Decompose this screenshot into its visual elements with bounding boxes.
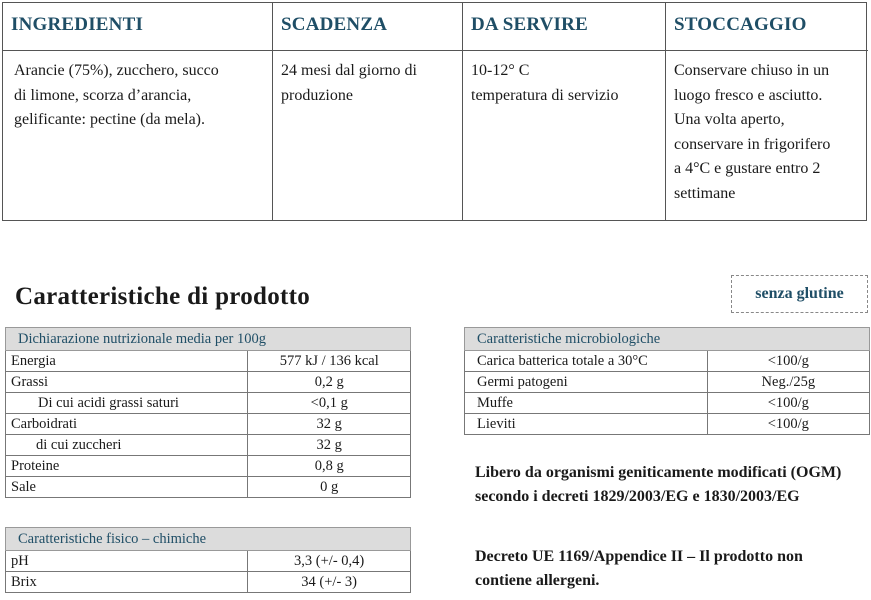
micro-table-title: Caratteristiche microbiologiche [465,328,870,351]
row-value: <100/g [707,414,869,435]
expiry-line: produzione [281,86,353,104]
nutrition-table-title: Dichiarazione nutrizionale media per 100g [6,328,411,351]
micro-table [464,327,870,435]
serving-header: DA SERVIRE [463,3,665,51]
row-value: 0,2 g [248,372,411,393]
storage-line: luogo fresco e asciutto. [674,86,823,104]
row-label: Sale [6,477,248,498]
physchem-table-title: Caratteristiche fisico – chimiche [6,528,411,551]
expiry-column [273,3,463,220]
expiry-text [273,51,462,108]
ingredients-column [3,3,273,220]
storage-line: conservare in frigorifero [674,135,831,153]
serving-text [463,51,665,108]
storage-header: STOCCAGGIO [666,3,868,51]
row-label: Proteine [6,456,248,477]
row-label: Energia [6,351,248,372]
serving-line: 10-12° C [471,62,530,79]
product-info-table [2,2,867,221]
table-row [465,393,870,414]
row-label: Germi patogeni [465,372,708,393]
row-value: 32 g [248,435,411,456]
row-label: Di cui acidi grassi saturi [6,393,248,414]
row-label: Carica batterica totale a 30°C [465,351,708,372]
row-label: Brix [6,572,248,593]
table-row [6,477,411,498]
row-value: 0,8 g [248,456,411,477]
row-label: Muffe [465,393,708,414]
row-label: pH [6,551,248,572]
row-value: 34 (+/- 3) [248,572,411,593]
section-title: Caratteristiche di prodotto [15,283,311,310]
storage-line: a 4°C e gustare entro 2 [674,160,821,177]
row-value: <100/g [707,351,869,372]
table-row [465,414,870,435]
storage-line: Conservare chiuso in un [674,62,830,79]
row-label: Grassi [6,372,248,393]
table-row [6,414,411,435]
allergen-note: Decreto UE 1169/Appendice II – Il prodotto non contiene allergeni. [475,548,803,589]
table-row [6,372,411,393]
storage-line: Una volta aperto, [674,111,785,128]
table-row [6,572,411,593]
row-value: <0,1 g [248,393,411,414]
nutrition-table [5,327,411,498]
ingredients-line: Arancie (75%), zucchero, succo [14,62,219,79]
table-row [6,351,411,372]
gluten-free-badge: senza glutine [731,275,868,313]
row-label: Carboidrati [6,414,248,435]
row-value: Neg./25g [707,372,869,393]
row-value: 32 g [248,414,411,435]
storage-line: settimane [674,184,736,202]
serving-line: temperatura di servizio [471,86,619,104]
row-label: Lieviti [465,414,708,435]
ingredients-line: di limone, scorza d’arancia, [14,86,192,104]
ingredients-text [3,51,272,133]
row-label: di cui zuccheri [6,435,248,456]
table-row [465,372,870,393]
row-value: 0 g [248,477,411,498]
table-row [6,393,411,414]
table-row [6,435,411,456]
expiry-line: 24 mesi dal giorno di [281,62,417,79]
ingredients-line: gelificante: pectine (da mela). [14,111,206,128]
serving-column [463,3,666,220]
table-row [465,351,870,372]
row-value: 577 kJ / 136 kcal [248,351,411,372]
storage-text [666,51,868,206]
row-value: <100/g [707,393,869,414]
physchem-table [5,527,411,593]
storage-column [666,3,868,220]
table-row [6,551,411,572]
ogm-note: Libero da organismi geniticamente modificati (OGM) secondo i decreti 1829/2003/EG e 1830/2003/EG [475,464,842,505]
ingredients-header: INGREDIENTI [3,3,272,51]
table-row [6,456,411,477]
expiry-header: SCADENZA [273,3,462,51]
row-value: 3,3 (+/- 0,4) [248,551,411,572]
